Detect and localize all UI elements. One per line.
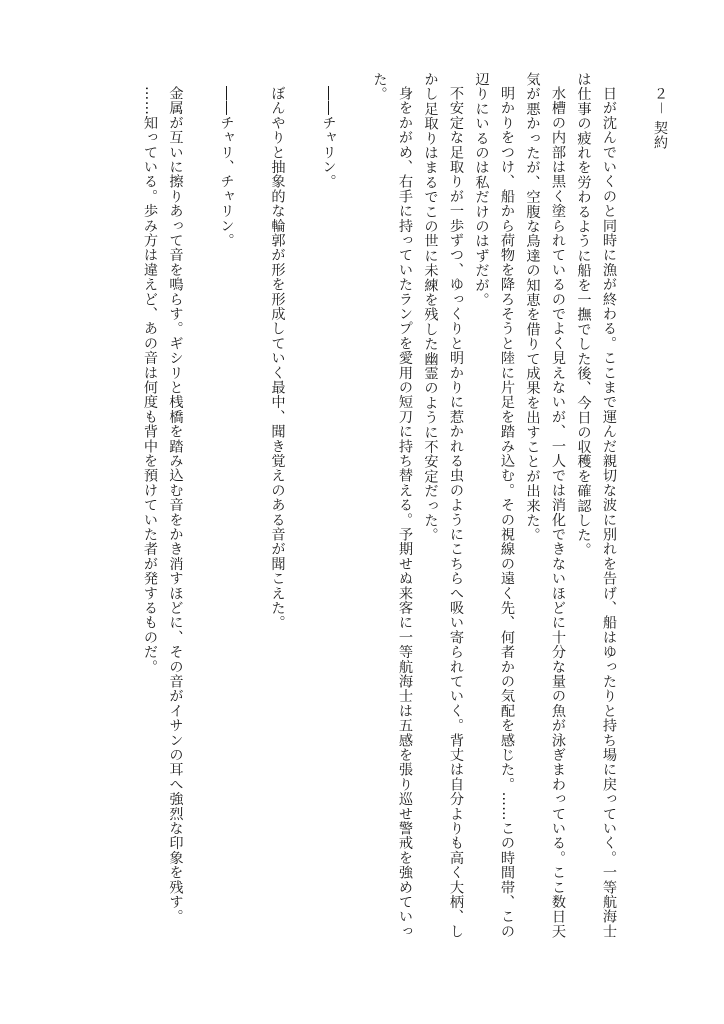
vertical-text-body [137, 72, 673, 952]
spacer [188, 72, 214, 952]
paragraph: 金属が互いに擦りあって音を鳴らす。ギシリと桟橋を踏み込む音をかき消すほどに、その音がイサンの耳へ強烈な印象を残す。 [167, 86, 184, 925]
paragraph: ぼんやりと抽象的な輪郭が形を形成していく最中、聞き覚えのある音が聞こえた。 [269, 86, 286, 631]
paragraph: 身をかがめ、右手に持っていたランプを愛用の短刀に持ち替える。予期せぬ来客に一等航海士は五感を張り巡せ警戒を強めていった。 [371, 72, 413, 939]
spacer [290, 72, 316, 952]
paragraph: 水槽の内部は黒く塗られているのでよく見えないが、一人では消化できないほどに十分な量の魚が泳ぎまわっている。ここ数日天気が悪かったが、空腹な鳥達の知恵を借りて成果を出すことが出来た。 [524, 72, 566, 939]
dialogue-line: ――チャリン。 [320, 86, 337, 190]
paragraph: 明かりをつけ、船から荷物を降ろそうと陸に片足を踏み込む。その視線の遠く先、何者かの気配を感じた。……この時間帯、この辺りにいるのは私だけのはずだが。 [473, 72, 515, 939]
paragraph: 不安定な足取りが一歩ずつ、ゆっくりと明かりに惹かれる虫のようにこちらへ吸い寄られていく。背丈は自分よりも高く大柄、しかし足取りはまるでこの世に未練を残した幽霊のように不安定だった。 [422, 72, 464, 939]
spacer [239, 72, 265, 952]
dialogue-line: ――チャリ、チャリン。 [218, 86, 235, 248]
paragraph: ……知っている。歩み方は違えど、あの音は何度も背中を預けていた者が発するものだ。 [142, 86, 158, 675]
spacer [341, 72, 367, 952]
paragraph: 日が沈んでいくのと同時に漁が終わる。ここまで運んだ親切な波に別れを告げ、船はゆったりと持ち場に戻っていく。一等航海士は仕事の疲れを労わるように船を一撫でした後、今日の収穫を確認した。 [575, 72, 617, 939]
chapter-title: ２－ 契約 [652, 86, 668, 150]
spacer [621, 72, 647, 952]
